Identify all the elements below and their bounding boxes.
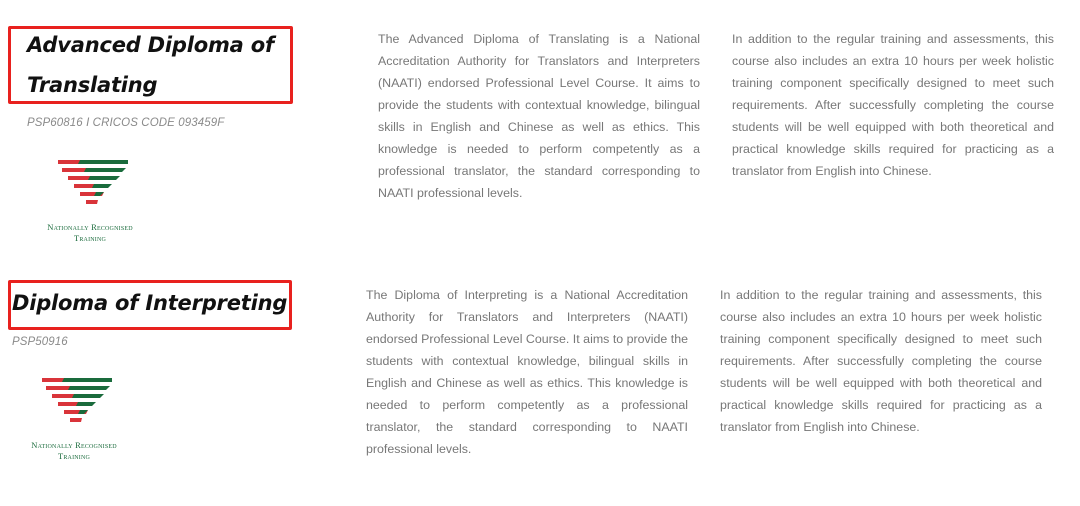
nationally-recognised-training-logo xyxy=(4,368,144,468)
course-description-left: The Advanced Diploma of Translating is a National Accreditation Authority for Translators and Interpreters (NAATI) endorsed Professional Level Course. It aims to provide the students with contextual knowledge, bilingual skills in English and Chinese as well as ethics. This knowledge is needed to perform competently as a professional translator, the standard corresponding to NAATI professional levels. xyxy=(378,32,700,200)
course-title-line2: Translating xyxy=(27,73,158,97)
nrt-triangle-icon xyxy=(20,150,160,220)
logo-label-line2: Training xyxy=(57,451,91,461)
nrt-triangle-icon xyxy=(4,368,144,438)
logo-label-line1: Nationally Recognised xyxy=(31,440,117,450)
course-code: PSP50916 xyxy=(12,336,68,348)
course-description-right: In addition to the regular training and assessments, this course also includes an extra 10 hours per week holistic training component specifically designed to meet such requirements. After successfully completing the course students will be well equipped with both theoretical and practical knowledge skills required for practicing as a translator from English into Chinese. xyxy=(720,288,1042,434)
course-code: PSP60816 I CRICOS CODE 093459F xyxy=(27,117,225,129)
course-description-left: The Diploma of Interpreting is a National Accreditation Authority for Translators and Interpreters (NAATI) endorsed Professional Level Course. It aims to provide the students with contextual knowledge, bilingual skills in English and Chinese as well as ethics. This knowledge is needed to perform competently as a professional translator, the standard corresponding to NAATI professional levels. xyxy=(366,288,688,456)
logo-label-line2: Training xyxy=(73,233,107,243)
course-title: Advanced Diploma of xyxy=(27,33,274,57)
logo-label-line1: Nationally Recognised xyxy=(47,222,133,232)
course-title: Diploma of Interpreting xyxy=(12,291,288,315)
course-description-right: In addition to the regular training and assessments, this course also includes an extra 10 hours per week holistic training component specifically designed to meet such requirements. After successfully completing the course students will be well equipped with both theoretical and practical knowledge skills required for practicing as a translator from English into Chinese. xyxy=(732,32,1054,178)
nationally-recognised-training-logo xyxy=(20,150,160,250)
